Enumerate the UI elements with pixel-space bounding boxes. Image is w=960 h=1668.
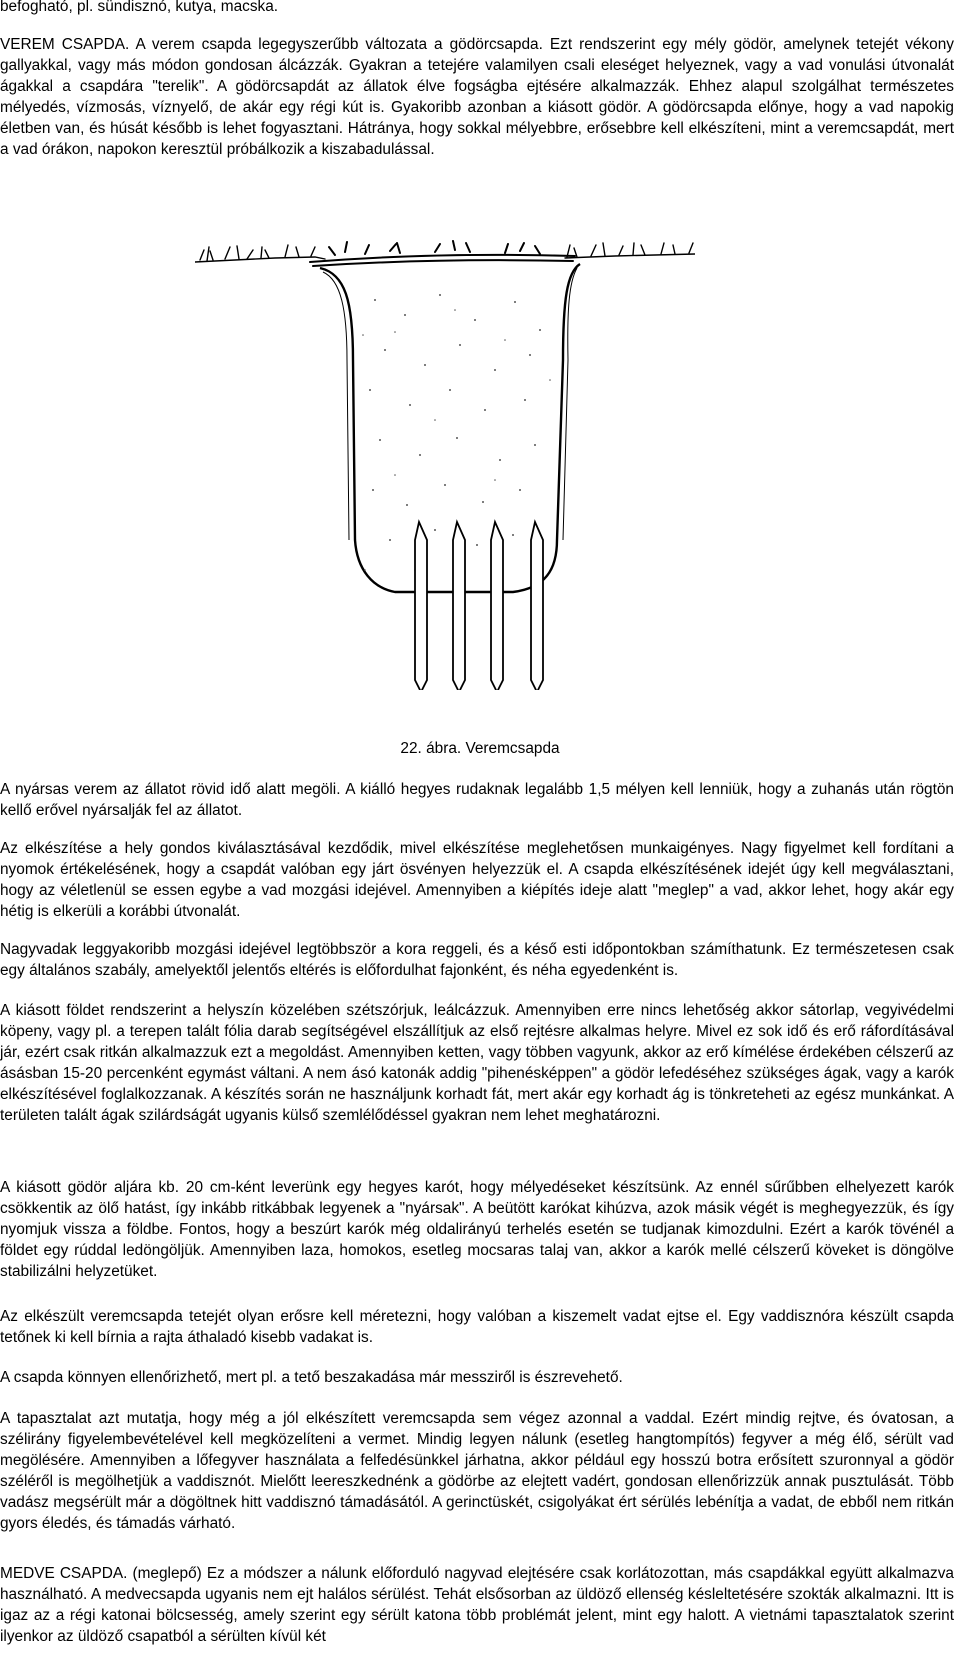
paragraph-nyarsas-verem: A nyársas verem az állatot rövid idő alatt megöli. A kiálló hegyes rudaknak legalább 1,5 mélyen kell lenniük, hogy a zuhanás után rögtön kellő erővel nyársalják fel az állatot. bbox=[0, 781, 954, 819]
paragraph-ellenorzes: A csapda könnyen ellenőrizhető, mert pl. a tető beszakadása már messziről is észrevehető. bbox=[0, 1369, 623, 1386]
paragraph-karok: A kiásott gödör aljára kb. 20 cm-ként leverünk egy hegyes karót, hogy mélyedéseket készítsünk. Az ennél sűrűbben elhelyezett karók csökkentik az ölő hatást, így inkább ritkábbak legyenek a "nyársak". A beütött karókat kihúzva, azok másik végét is meghegyezzük, és így nyomjuk vissza a földbe. Fontos, hogy a beszúrt karók még oldalirányú terhelés esetén se tudjanak kimozdulni. Ezért a karók tövénél a földet egy rúddal ledöngöljük. Amennyiben laza, homokos, esetleg mocsaras talaj van, akkor a karók mellé célszerű köveket is döngölve stabilizálni helyzetüket. bbox=[0, 1179, 954, 1280]
figure-pit-trap-illustration bbox=[195, 240, 695, 690]
paragraph-medve-csapda: MEDVE CSAPDA. (meglepő) Ez a módszer a nálunk előforduló nagyvad elejtésére csak korlátozottan, más csapdákkal együtt alkalmazva használható. A medvecsapda ugyanis nem ejt halálos sérülést. Tehát elsősorban az üldöző ellenség késleltetésére szokták alkalmazni. Itt is igaz az a régi katonai bölcsesség, amely szerint egy sérült katona több problémát jelent, mint egy halott. A vietnámi tapasztalatok szerint ilyenkor az üldöző csapatból a sérülten kívül két bbox=[0, 1565, 954, 1645]
paragraph-teto: Az elkészült veremcsapda tetejét olyan erősre kell méretezni, hogy valóban a kiszemelt vadat ejtse el. Egy vaddisznóra készült csapda tetőnek ki kell bírnia a rajta áthaladó kisebb vadakat is. bbox=[0, 1308, 954, 1346]
paragraph-verem-csapda: VEREM CSAPDA. A verem csapda legegyszerűbb változata a gödörcsapda. Ezt rendszerint egy mély gödör, amelynek tetejét vékony gallyakkal, vagy más módon gondosan álcázzák. Gyakran a tetejére valamilyen csali eleséget helyeznek, vagy a vad vonulási útvonalát ágakkal a csapdára "terelik". A gödörcsapdát az állatok élve fogságba ejtésére alkalmazzák. Ehhez alapul szolgálhat természetes mélyedés, vízmosás, víznyelő, de akár egy régi kút is. Gyakoribb azonban a kiásott gödör. A gödörcsapda előnye, hogy a vad napokig életben van, és húsát később is lehet fogyasztani. Hátránya, hogy sokkal mélyebbre, erősebbre kell elkészíteni, mint a veremcsapdát, mert a vad órákon, napokon keresztül próbálkozik a kiszabadulással. bbox=[0, 36, 954, 158]
paragraph-elkeszites: Az elkészítése a hely gondos kiválasztásával kezdődik, mivel elkészítése meglehetősen munkaigényes. Nagy figyelmet kell fordítani a nyomok értékelésének, hogy a csapdát valóban egy járt ösvényen helyezzük el. A csapda elkészítésének idejét úgy kell megválasztani, hogy az véletlenül se essen egybe a vad mozgási idejével. Amennyiben a kiépítés ideje alatt "meglep" a vad, akkor lehet, hogy akár egy hétig is elkerüli a korábbi útvonalát. bbox=[0, 840, 954, 920]
paragraph-continuation: befogható, pl. sündisznó, kutya, macska. bbox=[0, 0, 279, 15]
paragraph-tapasztalat: A tapasztalat azt mutatja, hogy még a jól elkészített veremcsapda sem végez azonnal a vaddal. Ezért mindig rejtve, és óvatosan, a szélirány figyelembevételével kell megközelíteni a vermet. Mindig legyen nálunk (esetleg hangtompítós) fegyver a még élő, sérült vad megölésére. Amennyiben a lőfegyver használata a felfedésünkkel járhatna, akkor például egy hosszú botra erősített szuronnyal a gödör széléről is megölhetjük a vaddisznót. Mielőtt leereszkednénk a gödörbe az elejtett vadért, gondosan ellenőrizzük annak pusztulását. Több vadász megsérült már a dögöltnek hitt vaddisznó támadásától. A gerinctüskét, csigolyákat ért sérülés lebénítja a vadat, de ebből nem ritkán gyors éledés, és támadás várható. bbox=[0, 1410, 954, 1532]
figure-caption: 22. ábra. Veremcsapda bbox=[400, 740, 560, 757]
sharpened-stakes bbox=[415, 522, 543, 690]
paragraph-mozgasi-ido: Nagyvadak leggyakoribb mozgási idejével legtöbbször a kora reggeli, és a késő esti időpontokban számíthatunk. Ez természetesen csak egy általános szabály, amelyektől jelentős eltérés is előfordulhat fajonként, és néha egyedenként is. bbox=[0, 941, 954, 979]
pit-trap-drawing bbox=[195, 240, 695, 690]
paragraph-kiasott-fold: A kiásott földet rendszerint a helyszín közelében szétszórjuk, leálcázzuk. Amennyiben erre nincs lehetőség akkor sátorlap, vegyivédelmi köpeny, vagy pl. a terepen talált fólia darab segítségével elszállítjuk az első rejtésre alkalmas helyre. Mivel ez sok idő és erő ráfordításával jár, ezért csak ritkán alkalmazzuk ezt a megoldást. Amennyiben ketten, vagy többen vagyunk, akkor az erő kímélése érdekében célszerű az ásásban 15-20 percenként egymást váltani. A nem ásó katonák addig "pihenésképpen" a gödör lefedéséhez szükséges ágak, vagy a karók elkészítésével foglalkozzanak. A készítés során ne használjunk korhadt fát, mert akár egy korhadt ág is tönkreteheti az egész munkánkat. A területen talált ágak szilárdságát ugyanis külső szemlélődéssel gyakran nem lehet meghatározni. bbox=[0, 1002, 954, 1124]
